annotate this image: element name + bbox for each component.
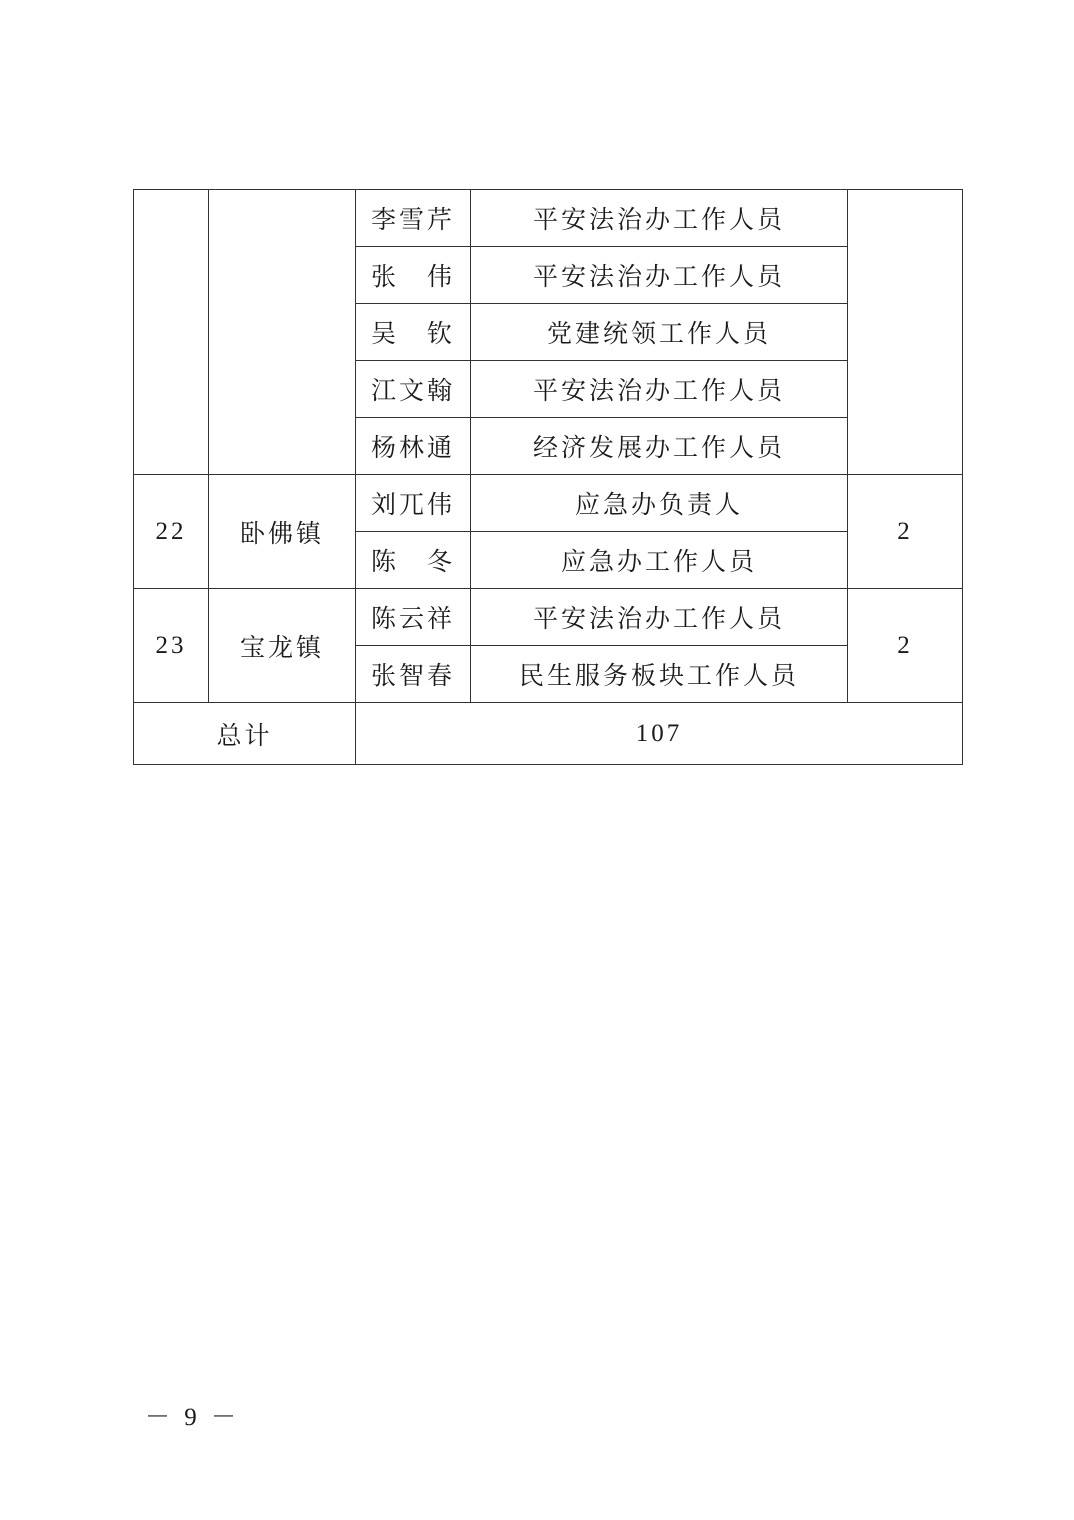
position-cell: 应急办负责人 [471,475,848,532]
name-cell: 江文翰 [356,361,471,418]
index-cell-empty [134,190,209,475]
name-cell: 张智春 [356,646,471,703]
position-cell: 平安法治办工作人员 [471,589,848,646]
position-cell: 平安法治办工作人员 [471,361,848,418]
position-cell: 应急办工作人员 [471,532,848,589]
table-row [134,589,963,646]
position-cell: 平安法治办工作人员 [471,190,848,247]
name-cell: 陈 冬 [356,532,471,589]
position-cell: 党建统领工作人员 [471,304,848,361]
name-cell: 杨林通 [356,418,471,475]
town-cell: 卧佛镇 [209,475,356,589]
name-cell: 刘兀伟 [356,475,471,532]
name-cell: 李雪芹 [356,190,471,247]
total-value: 107 [356,703,963,765]
table-row [134,190,963,247]
count-cell-empty [848,190,963,475]
page-number: － 9 － [145,1404,241,1431]
total-label: 总计 [134,703,356,765]
count-cell: 2 [848,475,963,589]
table-row [134,475,963,532]
personnel-table [133,189,963,765]
position-cell: 平安法治办工作人员 [471,247,848,304]
position-cell: 民生服务板块工作人员 [471,646,848,703]
count-cell: 2 [848,589,963,703]
name-cell: 张 伟 [356,247,471,304]
index-cell: 23 [134,589,209,703]
index-cell: 22 [134,475,209,589]
town-cell-empty [209,190,356,475]
town-cell: 宝龙镇 [209,589,356,703]
name-cell: 陈云祥 [356,589,471,646]
position-cell: 经济发展办工作人员 [471,418,848,475]
name-cell: 吴 钦 [356,304,471,361]
total-row [134,703,963,765]
